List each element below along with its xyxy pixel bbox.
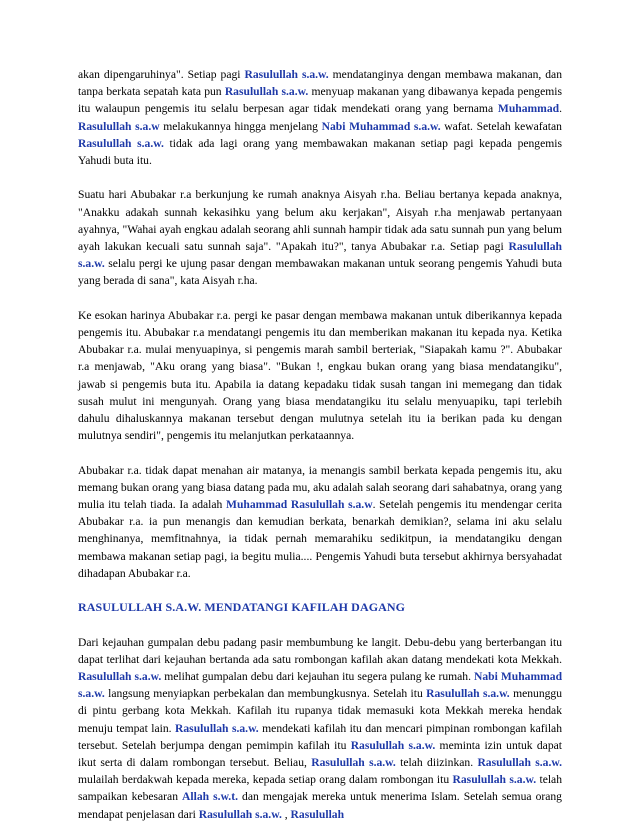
document-page: [78, 66, 562, 823]
paragraph: [78, 186, 562, 289]
text-run: tidak ada lagi orang yang membawakan makanan setiap pagi kepada pengemis Yahudi buta itu.: [78, 136, 563, 168]
highlighted-term: Rasulullah s.a.w.: [477, 756, 563, 770]
text-run: Suatu hari Abubakar r.a berkunjung ke rumah anaknya Aisyah r.ha. Beliau bertanya kepada anaknya, "Anakku adakah sunnah kekasihku yang belum aku kerjakan", Aisyah r.ha menjawab pertanyaan ayahnya, "Wahai ayah engkau adalah seorang ahli sunnah hampir tidak ada satu sunnah pun yang belum ayah lakukan kecuali satu sunnah saja". "Apakah itu?", tanya Abubakar r.a. Setiap pagi: [78, 188, 562, 254]
text-run: menyuap makanan yang dibawanya kepada pengemis itu walaupun pengemis itu selalu berpesan agar tidak mendekati orang yang bernama: [78, 85, 562, 116]
text-run: telah diizinkan.: [395, 756, 478, 770]
text-run: mulailah berdakwah kepada mereka, kepada setiap orang dalam rombongan itu: [78, 773, 453, 787]
text-run: akan dipengaruhinya". Setiap pagi: [78, 68, 245, 81]
highlighted-term: Rasulullah s.a.w.: [452, 773, 537, 787]
text-run: . Setelah pengemis itu mendengar cerita Abubakar r.a. ia pun menangis dan kemudian berkata, benarkah demikian?, selama ini aku selalu menghinanya, memfitnahnya, ia tidak pernah memarahiku sedikitpun, ia mendatangiku dengan membawa makanan setiap pagi, ia begitu mulia.... Pengemis Yahudi buta tersebut akhirnya bersyahadat dihadapan Abubakar r.a.: [78, 498, 562, 580]
highlighted-term: Allah s.w.t.: [182, 790, 238, 804]
text-run: ,: [281, 807, 291, 821]
text-run: telah sampaikan kebesaran: [78, 773, 563, 804]
highlighted-term: Rasulullah s.a.w.: [350, 738, 436, 752]
text-run: menunggu di pintu gerbang kota Mekkah. Kafilah itu rupanya tidak memasuki kota Mekkah mereka hendak menuju tempat lain.: [78, 687, 563, 735]
text-run: langsung menyiapkan perbekalan dan membungkusnya. Setelah itu: [104, 687, 427, 701]
paragraph: [78, 462, 562, 582]
text-run: melihat gumpalan debu dari kejauhan itu segera pulang ke rumah.: [161, 670, 474, 684]
highlighted-term: Nabi Muhammad s.a.w.: [321, 119, 441, 133]
paragraph: [78, 307, 562, 445]
highlighted-term: Rasulullah s.a.w.: [78, 240, 562, 271]
highlighted-term: Rasulullah s.a.w.: [175, 721, 259, 735]
highlighted-term: Muhammad Rasulullah s.a.w: [226, 498, 373, 512]
highlighted-term: Rasulullah s.a.w.: [311, 756, 396, 770]
highlighted-term: Muhammad: [497, 102, 560, 116]
highlighted-term: Nabi Muhammad s.a.w.: [78, 670, 563, 701]
text-run: .: [559, 102, 562, 116]
text-run: melakukannya hingga menjelang: [159, 119, 322, 133]
highlighted-term: Rasulullah s.a.w.: [224, 85, 309, 99]
paragraph: [78, 66, 562, 169]
highlighted-term: Rasulullah s.a.w.: [244, 68, 329, 81]
highlighted-term: Rasulullah s.a.w.: [426, 687, 510, 701]
highlighted-term: Rasulullah s.a.w.: [78, 136, 164, 150]
highlighted-term: Rasulullah: [290, 807, 345, 821]
text-run: selalu pergi ke ujung pasar dengan membawakan makanan untuk seorang pengemis Yahudi buta yang berada di sana", kata Aisyah r.ha.: [78, 257, 562, 288]
text-run: Dari kejauhan gumpalan debu padang pasir membumbung ke langit. Debu-debu yang berterbangan itu dapat terlihat dari kejauhan bertanda ada satu rombongan kafilah akan datang mendekati kota Mekkah.: [78, 635, 562, 666]
text-run: meminta izin untuk dapat ikut serta di dalam rombongan tersebut. Beliau,: [78, 738, 562, 770]
text-run: wafat. Setelah kewafatan: [440, 119, 562, 133]
text-run: Ke esokan harinya Abubakar r.a. pergi ke pasar dengan membawa makanan untuk diberikannya kepada pengemis itu. Abubakar r.a mendatangi pengemis itu dan memberikan makanan itu kepada nya. Ketika Abubakar r.a. mulai menyuapinya, si pengemis marah sambil berteriak, "Siapakah kamu ?". Abubakar r.a menjawab, "Aku orang yang biasa". "Bukan !, engkau bukan orang yang biasa mendatangiku", jawab si pengemis buta itu. Apabila ia datang kepadaku tidak susah tangan ini memegang dan tidak susah mulut ini mengunyah. Orang yang biasa mendatangiku itu selalu menyuapiku, tapi terlebih dahulu dihaluskannya makanan tersebut dengan mulutnya setelah itu ia berikan pada ku dengan mulutnya sendiri", pengemis itu melanjutkan perkataannya.: [78, 308, 562, 443]
section-heading: [78, 599, 562, 616]
highlighted-term: Rasulullah s.a.w: [78, 119, 160, 133]
highlighted-term: RASULULLAH S.A.W. MENDATANGI KAFILAH DAGANG: [78, 600, 406, 615]
text-run: mendekati kafilah itu dan mencari pimpinan rombongan kafilah tersebut. Setelah berjumpa dengan pemimpin kafilah itu: [78, 721, 562, 752]
highlighted-term: Rasulullah s.a.w.: [78, 670, 162, 684]
paragraph: [78, 634, 562, 823]
text-run: mendatanginya dengan membawa makanan, dan tanpa berkata sepatah kata pun: [78, 68, 562, 99]
text-run: dan mengajak mereka untuk menerima Islam. Setelah semua orang mendapat penjelasan dari: [78, 790, 562, 821]
highlighted-term: Rasulullah s.a.w.: [198, 807, 282, 821]
text-run: Abubakar r.a. tidak dapat menahan air matanya, ia menangis sambil berkata kepada pengemis itu, aku memang bukan orang yang biasa datang pada mu, aku adalah salah seorang dari sahabatnya, orang yang mulia itu telah tiada. Ia adalah: [78, 463, 562, 512]
